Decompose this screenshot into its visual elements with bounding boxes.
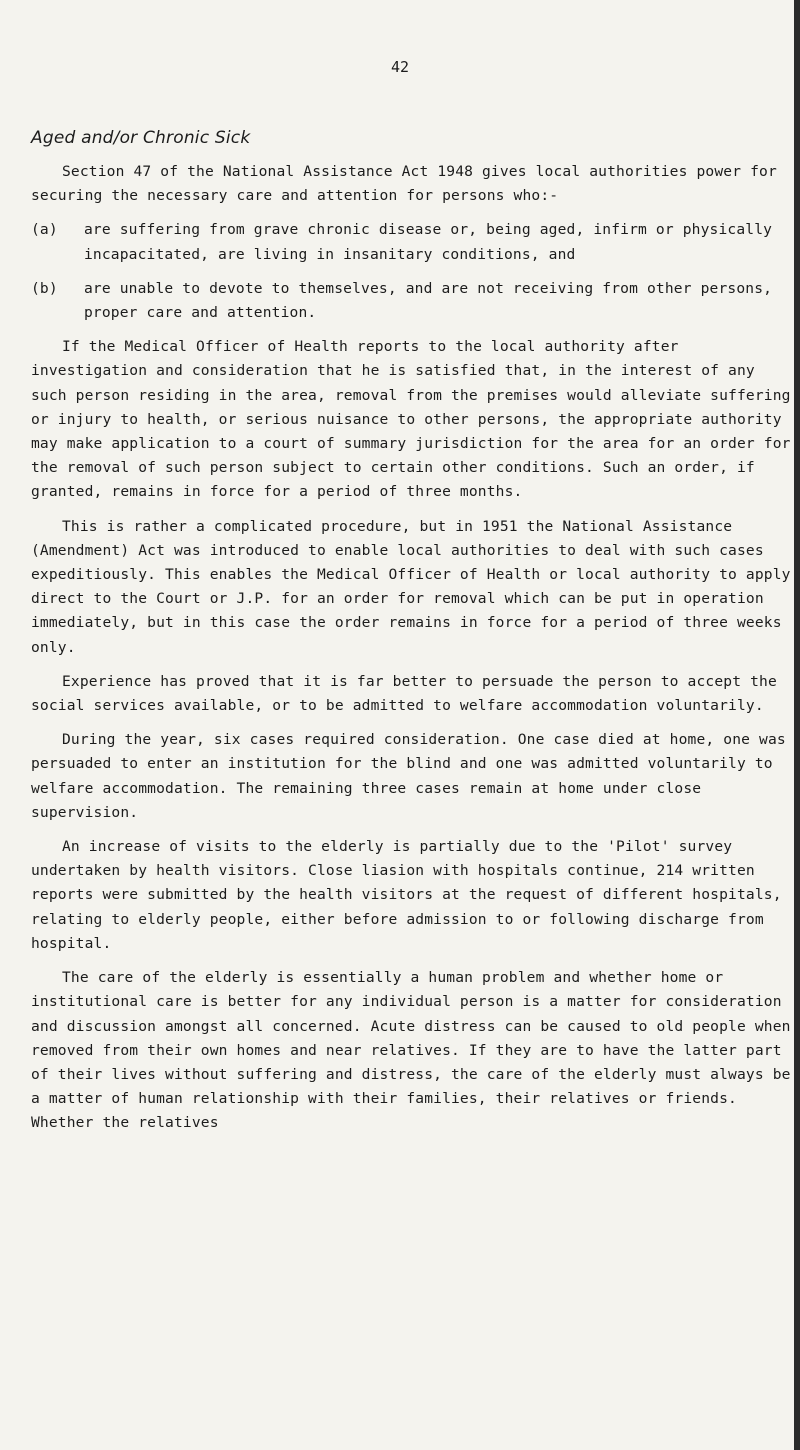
paragraph-removal-order: If the Medical Officer of Health reports to the local authority after investigation and consideration that he is satisfied that, in the interest of any such person residing in the area, removal from the premises would alleviate suffering or injury to health, or serious nuisance to other persons, the appropriate authority may make application to a court of summary jurisdiction for the area for an order for the removal of such person subject to certain other conditions. Such an order, if granted, remains in force for a period of three months. xyxy=(31,338,791,501)
list-item-text: are suffering from grave chronic disease or, being aged, infirm or physically incapacitated, are living in insanitary conditions, and xyxy=(84,221,773,263)
paragraph-care-of-elderly: The care of the elderly is essentially a human problem and whether home or institutional care is better for any individual person is a matter for consideration and discussion amongst all concerned. Acute distress can be caused to old people when removed from their own homes and near relatives. If they are to have the latter part of their lives without suffering and distress, the care of the elderly must always be a matter of human relationship with their families, their relatives or friends. Whether the relatives xyxy=(31,969,791,1132)
section-heading: Aged and/or Chronic Sick xyxy=(31,128,251,148)
paragraph-visits: An increase of visits to the elderly is partially due to the 'Pilot' survey undertaken by health visitors. Close liasion with hospitals continue, 214 written reports were submitted by the health visitors at the request of different hospitals, relating to elderly people, either before admission to or following discharge from hospital. xyxy=(31,838,782,952)
list-item-label: (b) xyxy=(31,279,58,297)
list-item-text: are unable to devote to themselves, and are not receiving from other persons, proper care and attention. xyxy=(84,279,773,322)
list-item-a xyxy=(31,218,791,266)
list-item-b xyxy=(31,277,791,325)
scan-edge xyxy=(794,0,800,1450)
intro-paragraph: Section 47 of the National Assistance Act 1948 gives local authorities power for securing the necessary care and attention for persons who:- xyxy=(31,163,777,205)
paragraph-cases: During the year, six cases required consideration. One case died at home, one was persuaded to enter an institution for the blind and one was admitted voluntarily to welfare accommodation. The remaining three cases remain at home under close supervision. xyxy=(31,731,786,821)
body-text xyxy=(31,160,791,1146)
list-item-label: (a) xyxy=(31,221,58,239)
page-number: 42 xyxy=(390,58,410,76)
paragraph-amendment-act: This is rather a complicated procedure, but in 1951 the National Assistance (Amendment) Act was introduced to enable local authorities to deal with such cases expeditiously. This enables the Medical Officer of Health or local authority to apply direct to the Court or J.P. for an order for removal which can be put in operation immediately, but in this case the order remains in force for a period of three weeks only. xyxy=(31,517,791,656)
paragraph-persuasion: Experience has proved that it is far better to persuade the person to accept the social services available, or to be admitted to welfare accommodation voluntarily. xyxy=(31,672,777,715)
